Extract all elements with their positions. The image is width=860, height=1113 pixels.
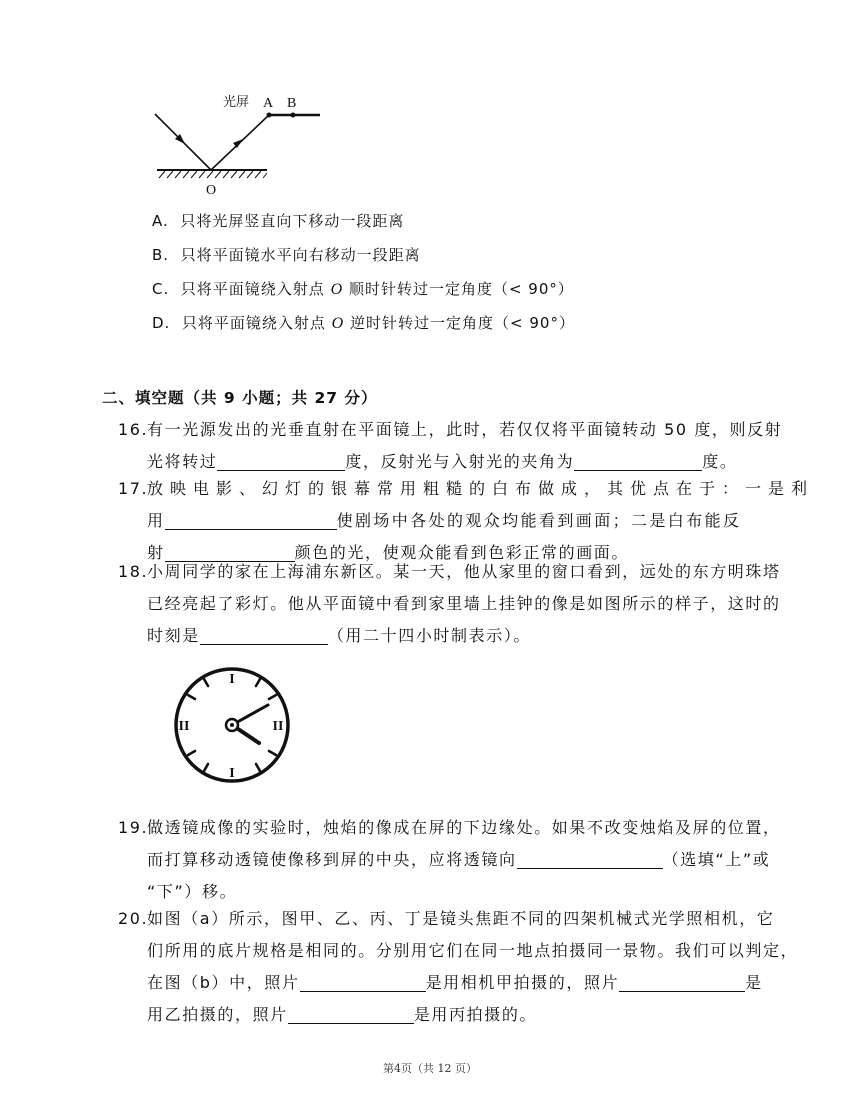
option-text: 只将光屏竖直向下移动一段距离 bbox=[180, 212, 405, 230]
answer-blank[interactable] bbox=[200, 624, 328, 645]
clock-mark-left: II bbox=[178, 719, 190, 734]
answer-blank[interactable] bbox=[619, 971, 745, 992]
point-o: O bbox=[330, 281, 344, 298]
question-number: 16. bbox=[118, 420, 149, 439]
question-20 bbox=[0, 903, 860, 1031]
question-line: 如图（a）所示，图甲、乙、丙、丁是镜头焦距不同的四架机械式光学照相机，它 bbox=[147, 909, 775, 928]
question-line bbox=[147, 620, 531, 652]
question-line: 小周同学的家在上海浦东新区。某一天，他从家里的窗口看到，远处的东方明珠塔 bbox=[147, 562, 781, 581]
option-text: 顺时针转过一定角度（< 90°） bbox=[348, 280, 574, 298]
answer-blank[interactable] bbox=[517, 848, 663, 869]
question-line bbox=[147, 844, 770, 876]
option-text: 逆时针转过一定角度（< 90°） bbox=[350, 314, 575, 332]
answer-blank[interactable] bbox=[165, 509, 337, 530]
option-d bbox=[152, 312, 575, 333]
option-text: 只将平面镜水平向右移动一段距离 bbox=[180, 246, 421, 264]
clock-mark-top: I bbox=[229, 672, 235, 687]
question-text: 是 bbox=[745, 973, 763, 992]
question-line: 做透镜成像的实验时，烛焰的像成在屏的下边缘处。如果不改变烛焰及屏的位置， bbox=[147, 818, 781, 837]
option-letter: D. bbox=[152, 314, 171, 332]
question-line bbox=[147, 999, 537, 1031]
answer-blank[interactable] bbox=[300, 971, 426, 992]
clock-mirror-image bbox=[170, 665, 294, 789]
option-text: 只将平面镜绕入射点 bbox=[181, 314, 326, 332]
question-18 bbox=[0, 556, 860, 652]
answer-blank[interactable] bbox=[574, 450, 702, 471]
answer-blank[interactable] bbox=[217, 450, 345, 471]
question-text: 用乙拍摄的，照片 bbox=[147, 1005, 288, 1024]
question-text: 使剧场中各处的观众均能看到画面；二是白布能反 bbox=[336, 511, 742, 530]
question-text: 在图（b）中，照片 bbox=[147, 973, 300, 992]
option-b bbox=[152, 244, 421, 265]
question-19 bbox=[0, 812, 860, 908]
point-a-label: A bbox=[263, 96, 274, 111]
clock-mark-bottom: I bbox=[229, 766, 235, 781]
answer-blank[interactable] bbox=[288, 1003, 414, 1024]
question-line: 放映电影、幻灯的银幕常用粗糙的白布做成，其优点在于：一是利 bbox=[147, 479, 815, 498]
question-number: 19. bbox=[118, 818, 149, 837]
question-text: 是用丙拍摄的。 bbox=[413, 1005, 538, 1024]
question-text: （用二十四小时制表示）。 bbox=[327, 626, 532, 645]
option-c bbox=[152, 278, 574, 299]
clock-mark-right: II bbox=[272, 719, 284, 734]
reflection-diagram bbox=[145, 88, 335, 198]
question-text: 光将转过 bbox=[147, 452, 218, 471]
question-text: 颜色的光，使观众能看到色彩正常的画面。 bbox=[294, 543, 630, 562]
option-a bbox=[152, 210, 404, 231]
question-16 bbox=[0, 414, 860, 478]
question-text: 用 bbox=[147, 511, 165, 530]
question-text: 是用相机甲拍摄的，照片 bbox=[425, 973, 620, 992]
question-text: （选填“上”或 bbox=[662, 850, 771, 869]
question-text: 时刻是 bbox=[147, 626, 200, 645]
question-text: 度。 bbox=[702, 452, 738, 471]
option-letter: C. bbox=[152, 280, 170, 298]
option-letter: B. bbox=[152, 246, 170, 264]
question-17 bbox=[0, 473, 860, 569]
section-title: 二、填空题（共 9 小题；共 27 分） bbox=[102, 389, 378, 407]
question-line: 有一光源发出的光垂直射在平面镜上，此时，若仅仅将平面镜转动 50 度，则反射 bbox=[147, 420, 783, 439]
option-text: 只将平面镜绕入射点 bbox=[180, 280, 325, 298]
question-line: 已经亮起了彩灯。他从平面镜中看到家里墙上挂钟的像是如图所示的样子，这时的 bbox=[147, 594, 781, 613]
question-number: 17. bbox=[118, 479, 149, 498]
screen-label: 光屏 bbox=[223, 95, 250, 110]
question-line: 们所用的底片规格是相同的。分别用它们在同一地点拍摄同一景物。我们可以判定， bbox=[147, 941, 799, 960]
question-number: 20. bbox=[118, 909, 149, 928]
question-text: 度，反射光与入射光的夹角为 bbox=[345, 452, 575, 471]
question-text: 射 bbox=[147, 543, 165, 562]
point-o: O bbox=[331, 315, 345, 332]
question-line bbox=[147, 967, 763, 999]
option-letter: A. bbox=[152, 212, 169, 230]
question-line: “下”）移。 bbox=[147, 882, 238, 901]
question-line bbox=[147, 505, 741, 537]
question-number: 18. bbox=[118, 562, 149, 581]
point-b-label: B bbox=[287, 96, 297, 111]
page-footer: 第4页（共 12 页） bbox=[383, 1062, 477, 1075]
question-text: 而打算移动透镜使像移到屏的中央，应将透镜向 bbox=[147, 850, 517, 869]
point-o-label: O bbox=[206, 183, 217, 198]
